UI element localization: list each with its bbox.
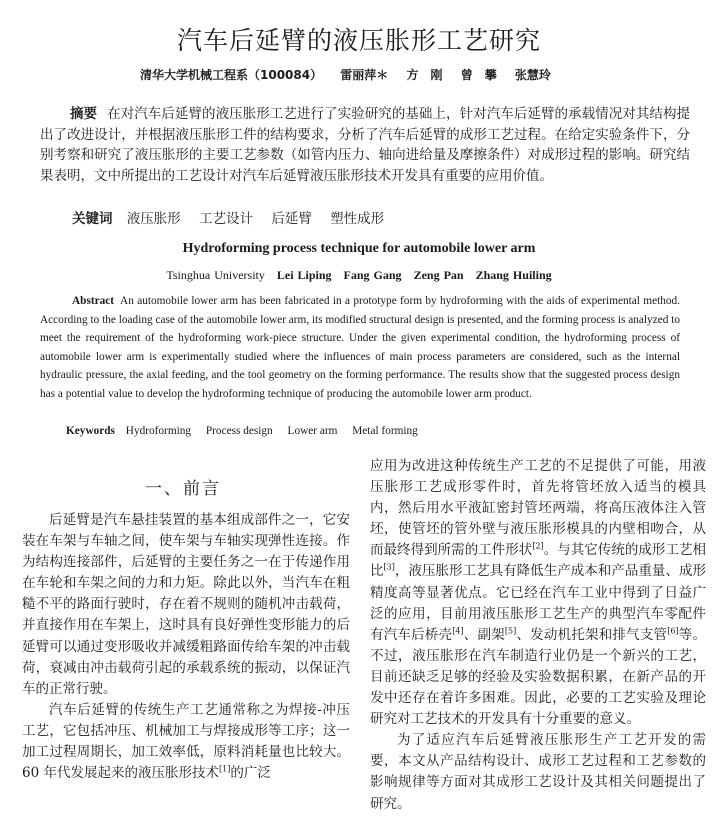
author-en: Fang Gang [343, 268, 402, 282]
body-column-right [370, 456, 706, 815]
citation-ref: [1] [218, 764, 231, 774]
abstract-cn-label: 摘要 [70, 106, 98, 122]
body-paragraph: 后延臂是汽车悬挂装置的基本组成部件之一，它安装在车架与车轴之间，使车架与车轴实现弹性连接。作为结构连接部件，后延臂的主要任务之一在于传递作用在车轮和车架之间的力和力矩。除此以外，当汽车在粗糙不平的路面行驶时，存在着不规则的随机冲击载荷，并直接作用在车架上，这时具有良好弹性变形能力的后延臂可以通过变形吸收并减缓粗路面传给车架的冲击载荷，衰减由冲击载荷引起的承载系统的振动，以保证汽车的正常行驶。 [22, 512, 350, 697]
author-cn: 张慧玲 [514, 68, 551, 82]
citation-ref: [4] [452, 626, 464, 636]
paragraph-text: 。与其它传统的成形工艺相比 [370, 542, 706, 580]
paper-title-cn: 汽车后延臂的液压胀形工艺研究 [176, 25, 541, 55]
author-line-en [0, 268, 718, 283]
keyword-cn: 后延臂 [271, 211, 312, 227]
citation-ref: [2] [532, 541, 544, 551]
citation-ref: [6] [667, 626, 679, 636]
keyword-cn: 工艺设计 [199, 211, 254, 227]
affiliation-cn: 清华大学机械工程系（100084） [140, 68, 323, 82]
paragraph-text: 、副架 [463, 626, 505, 643]
author-en: Zeng Pan [413, 268, 464, 282]
author-cn: 方 刚 [406, 68, 443, 82]
keywords-cn [72, 207, 398, 227]
paragraph-text: ，液压胀形工艺具有降低生产成本和产品重量、成形精度高等显著优点。它已经在汽车工业中得到了日益广泛的应用，目前用液压胀形工艺生产的典型汽车零配件有汽车后桥壳 [370, 563, 707, 643]
author-cn: 曾 攀 [460, 68, 497, 82]
paragraph-text: 应用为改进这种传统生产工艺的不足提供了可能，用液压胀形工艺成形零件时，首先将管坯放入适当的模具内，然后用水平液缸密封管坯两端，将高压液体注入管坯，使管坯的管外壁与液压胀形模具的内壁相吻合，从而最终得到所需的工件形状 [370, 458, 706, 559]
abstract-en-label: Abstract [72, 295, 115, 307]
citation-ref: [5] [504, 626, 517, 636]
keywords-cn-label: 关键词 [72, 211, 113, 227]
author-cn: 雷丽萍＊ [340, 68, 389, 82]
section-heading-introduction: 一、前言 [145, 479, 221, 499]
paragraph-text: 的广泛 [230, 765, 271, 782]
body-column-left [22, 510, 350, 784]
keyword-en: Lower arm [287, 425, 338, 437]
keyword-en: Process design [205, 425, 273, 437]
author-line-cn [140, 66, 565, 83]
body-paragraph [22, 700, 350, 784]
keyword-en: Metal forming [352, 425, 418, 437]
body-paragraph: 为了适应汽车后延臂液压胀形生产工艺开发的需要，本文从产品结构设计、成形工艺过程和工艺参数的影响规律等方面对其成形工艺设计及其相关问题提出了研究。 [370, 732, 706, 812]
keyword-en: Hydroforming [125, 425, 192, 437]
body-paragraph [370, 456, 706, 730]
abstract-cn-text: 在对汽车后延臂的液压胀形工艺进行了实验研究的基础上，针对汽车后延臂的承载情况对其结构提出了改进设计，并根据液压胀形工件的结构要求，分析了汽车后延臂的成形工艺过程。在给定实验条件下，分别考察和研究了液压胀形的主要工艺参数（如管内压力、轴向进给量及摩擦条件）对成形过程的影响。研究结果表明，文中所提出的工艺设计对汽车后延臂液压胀形技术开发具有重要的应用价值。 [40, 106, 691, 184]
keyword-cn: 液压胀形 [126, 211, 181, 227]
keywords-en-label: Keywords [66, 425, 115, 437]
paragraph-text: 等。不过，液压胀形在汽车制造行业仍是一个新兴的工艺，目前还缺乏足够的经验及实验数据积累，在新产品的开发中还存在着许多困难。因此，必要的工艺实验及理论研究对工艺技术的开发具有十分重要的意义。 [370, 626, 707, 728]
abstract-cn [40, 104, 690, 186]
author-en: Lei Liping [276, 268, 332, 282]
citation-ref: [3] [383, 562, 395, 572]
author-en: Zhang Huiling [475, 268, 552, 282]
keywords-en [66, 425, 430, 437]
paper-title-en: Hydroforming process technique for automobile lower arm [182, 241, 536, 256]
abstract-en [40, 292, 680, 403]
paragraph-text: 、发动机托架和排气支管 [516, 626, 668, 643]
paragraph-text: 汽车后延臂的传统生产工艺通常称之为焊接-冲压工艺，它包括冲压、机械加工与焊接成形等工序；这一加工过程周期长，加工效率低，原料消耗量也比较大。60 年代发展起来的液压胀形技术 [22, 701, 350, 782]
abstract-en-text: An automobile lower arm has been fabricated in a prototype form by hydroforming with the aids of experimental method. According to the loading case of the automobile lower arm, its modified structural design is presented, and the forming process is analyzed to meet the requirement of the hydroforming work-piece structure. Under the given experimental condition, the hydroforming process of automobile lower arm is experimentally studied where the influences of main process parameters are considered, such as the internal hydraulic pressure, the axial feeding, and the tool geometry on the forming performance. The results show that the suggested process design has a potential value to develop the hydroforming technique of producing the automobile lower arm product. [40, 295, 680, 400]
affiliation-en: Tsinghua University [166, 268, 265, 282]
keyword-cn: 塑性成形 [330, 211, 385, 227]
